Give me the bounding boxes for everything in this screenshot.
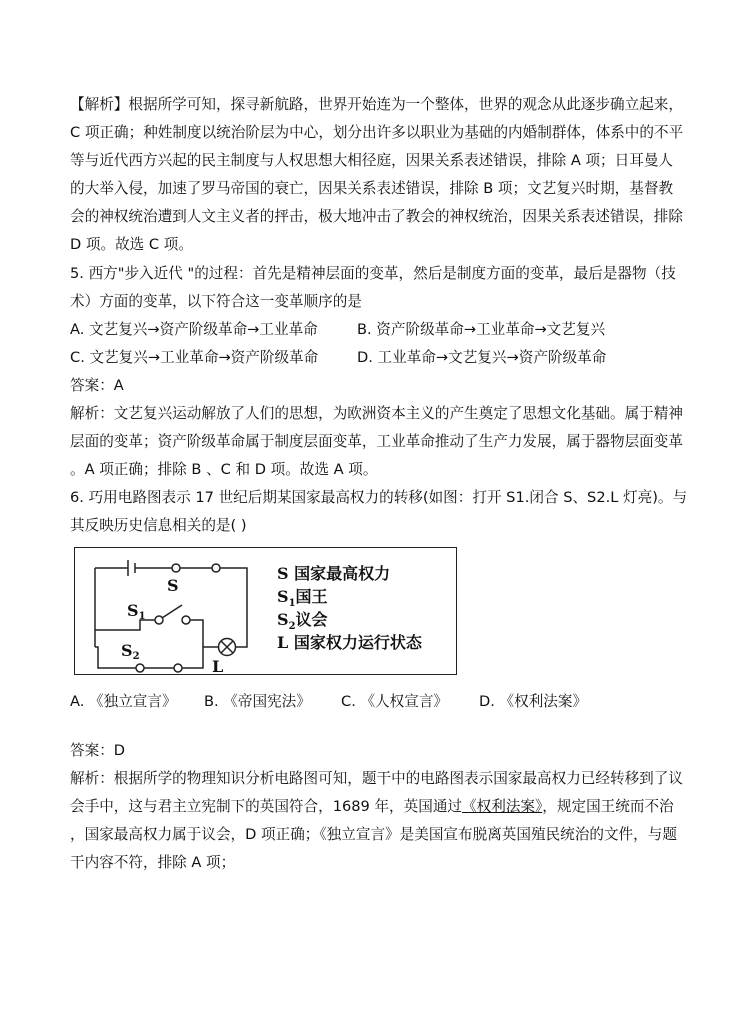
q6-options-row	[70, 687, 668, 717]
document-page	[70, 91, 688, 877]
q6-analysis-line: ，国家最高权力属于议会，D 项正确；《独立宣言》是美国宣布脱离英国殖民统治的文件，与题	[70, 825, 677, 843]
circuit-wire	[190, 620, 203, 647]
q6-option-a: A. 《独立宣言》	[70, 692, 177, 710]
bill-of-rights-underlined: 《权利法案》	[462, 797, 543, 815]
q5-option-d: D. 工业革命→文艺复兴→资产阶级革命	[357, 348, 607, 366]
switch-s-terminal	[172, 564, 180, 572]
switch-s2-terminal	[174, 664, 182, 672]
q5-option-b: B. 资产阶级革命→工业革命→文艺复兴	[357, 320, 606, 338]
legend-item: L 国家权力运行状态	[277, 632, 422, 652]
q5-options-row	[70, 344, 668, 372]
label-s1: S1	[127, 600, 146, 622]
label-s2: S2	[121, 640, 140, 662]
q6-option-b: B. 《帝国宪法》	[204, 692, 311, 710]
question-6	[70, 484, 688, 877]
q6-answer: 答案：D	[70, 741, 126, 759]
q6-stem-line: 6. 巧用电路图表示 17 世纪后期某国家最高权力的转移(如图：打开 S1.闭合 S、S2.L 灯亮)。与	[70, 489, 688, 507]
q5-stem-line: 5. 西方"步入近代 "的过程：首先是精神层面的变革，然后是制度方面的变革，最后是器物（技	[70, 264, 676, 282]
q4-analysis-line: 等与近代西方兴起的民主制度与人权思想大相径庭，因果关系表述错误，排除 A 项；日耳曼人	[70, 152, 674, 170]
switch-s1-terminal	[155, 616, 163, 624]
q4-analysis-line: 的大举入侵，加速了罗马帝国的衰亡，因果关系表述错误，排除 B 项；文艺复兴时期，基督教	[70, 180, 674, 198]
q4-analysis-line: C 项正确；种姓制度以统治阶层为中心，划分出许多以职业为基础的内婚制群体，体系中的不平	[70, 124, 684, 142]
switch-s2-terminal	[136, 664, 144, 672]
legend-item: $S_2$议会	[277, 609, 328, 632]
q4-analysis	[70, 91, 684, 260]
legend-item: $S_1$国王	[277, 586, 328, 609]
q4-analysis-line: 会的神权统治遭到人文主义者的抨击，极大地冲击了教会的神权统治，因果关系表述错误，排除	[70, 208, 683, 226]
legend-item: S 国家最高权力	[277, 563, 391, 583]
question-5	[70, 260, 683, 485]
circuit-legend	[277, 562, 422, 654]
q5-stem-line: 术）方面的变革，以下符合这一变革顺序的是	[70, 292, 362, 310]
circuit-wire	[220, 568, 247, 612]
circuit-figure-area	[70, 541, 668, 679]
q6-stem-line: 其反映历史信息相关的是( )	[70, 517, 247, 535]
q4-analysis-line: D 项。故选 C 项。	[70, 236, 193, 254]
q6-option-c: C. 《人权宣言》	[341, 692, 449, 710]
switch-s1-blade	[162, 605, 182, 618]
q5-analysis-line: 解析：文艺复兴运动解放了人们的思想，为欧洲资本主义的产生奠定了思想文化基础。属于精神	[70, 405, 683, 423]
switch-s-terminal	[212, 564, 220, 572]
q5-answer: 答案：A	[70, 376, 124, 394]
switch-s1-terminal	[182, 616, 190, 624]
label-l: L	[212, 656, 224, 676]
spacer	[70, 717, 668, 737]
q6-option-d: D. 《权利法案》	[479, 692, 588, 710]
q4-analysis-line: 【解析】根据所学可知，探寻新航路，世界开始连为一个整体，世界的观念从此逐步确立起来，	[70, 96, 683, 113]
q6-analysis-line: 解析：根据所学的物理知识分析电路图可知，题干中的电路图表示国家最高权力已经转移到了议	[70, 769, 683, 787]
circuit-figure	[74, 547, 457, 675]
circuit-wire	[95, 620, 155, 630]
q5-analysis-line: 层面的变革；资产阶级革命属于制度层面变革，工业革命推动了生产力发展，属于器物层面变革	[70, 433, 683, 451]
circuit-wire	[236, 612, 247, 647]
q6-analysis-line: 会手中，这与君主立宪制下的英国符合，1689 年，英国通过《权利法案》，规定国王统而不治	[70, 797, 674, 815]
q5-option-a: A. 文艺复兴→资产阶级革命→工业革命	[70, 320, 318, 338]
q5-analysis-line: 。A 项正确；排除 B 、C 和 D 项。故选 A 项。	[70, 461, 378, 479]
q5-options-row	[70, 316, 668, 344]
q6-analysis-line: 干内容不符，排除 A 项；	[70, 853, 236, 871]
label-s: S	[167, 575, 179, 595]
q5-option-c: C. 文艺复兴→工业革命→资产阶级革命	[70, 348, 319, 366]
